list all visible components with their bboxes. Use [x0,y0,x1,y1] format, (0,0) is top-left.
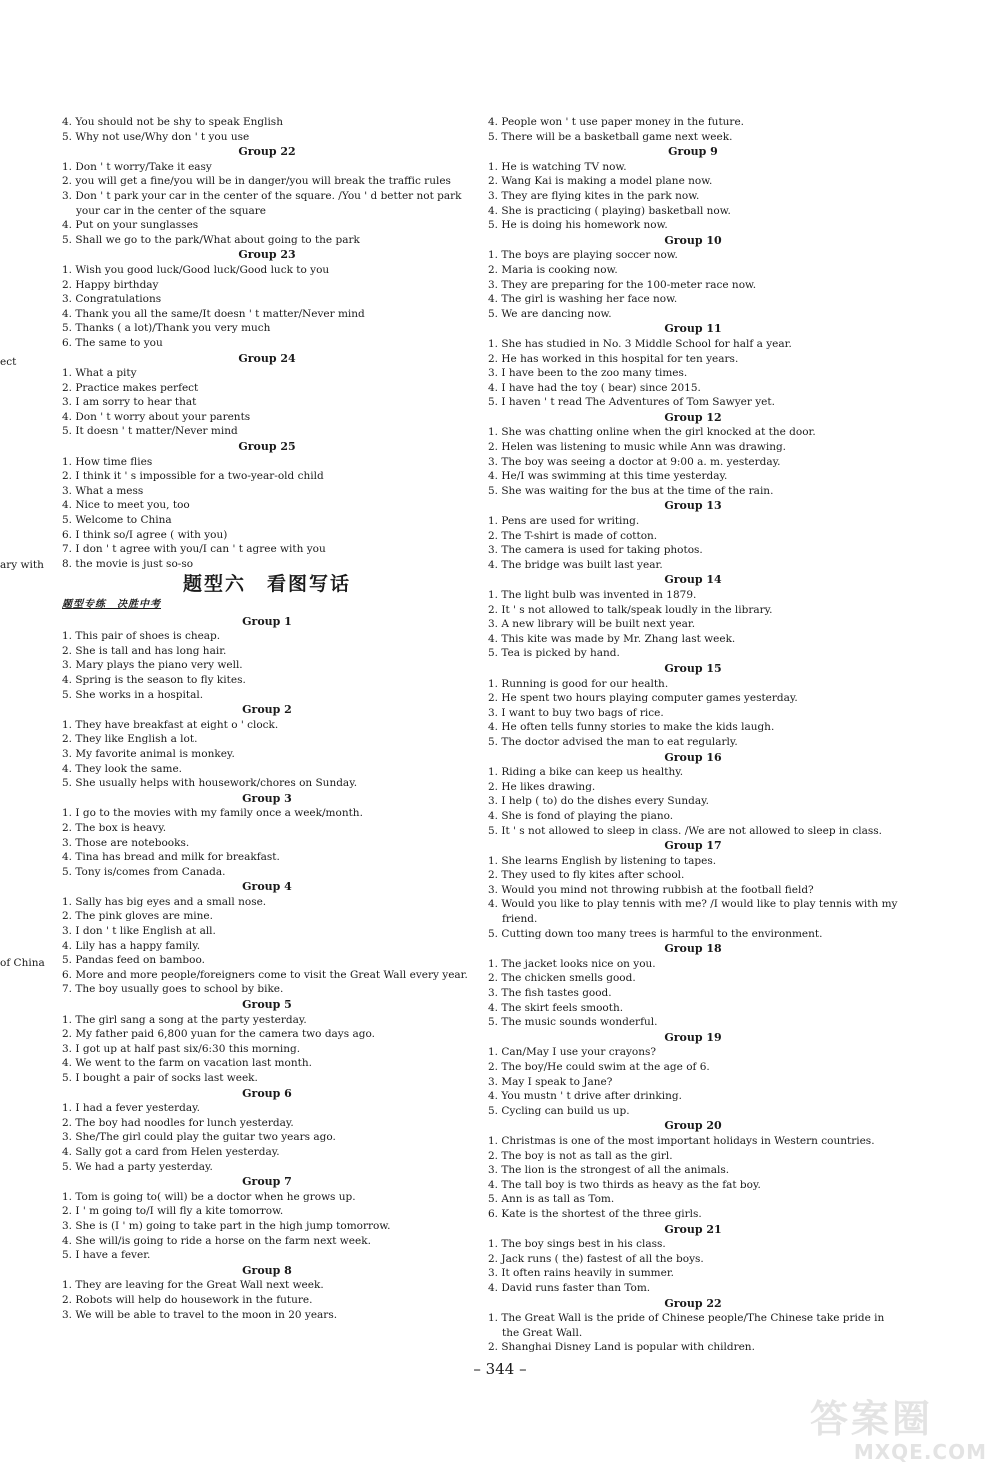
answer-line: 5. We are dancing now. [488,307,612,320]
answer-line: 6. More and more people/foreigners come to visit the Great Wall every year. [62,968,468,981]
answer-line: 5. I bought a pair of socks last week. [62,1072,258,1084]
answer-line: 3. It often rains heavily in summer. [488,1267,675,1280]
watermark-logo [810,1398,995,1468]
section-subtitle: 题型专练 决胜中考 [62,599,161,610]
answer-line: 7. I don ' t agree with you/I can ' t agree with you [62,543,326,556]
group-heading: Group 19 [664,1030,722,1044]
margin-fragment: of China [0,957,45,969]
answer-line: 3. My favorite animal is monkey. [62,747,235,760]
answer-line: 5. Welcome to China [62,514,172,527]
margin-fragment: ect [0,356,17,368]
answer-line: 2. The boy is not as tall as the girl. [488,1149,673,1162]
answer-line: 4. She is practicing ( playing) basketball now. [488,204,731,217]
group-heading: Group 5 [242,998,292,1012]
answer-line: 4. The bridge was built last year. [488,558,663,571]
answer-line: 2. Practice makes perfect [62,381,199,394]
answer-line: 3. The lion is the strongest of all the animals. [488,1164,730,1177]
answer-line: 4. The skirt feels smooth. [488,1001,624,1014]
watermark-text: 答案圈 [810,1397,934,1441]
answer-line: 5. Cycling can build us up. [488,1104,630,1117]
section-title: 题型六 看图写话 [182,573,351,596]
group-heading: Group 6 [242,1086,292,1100]
right-column [488,115,898,1355]
answer-line: 3. I want to buy two bags of rice. [488,706,664,719]
answer-line: 4. You mustn ' t drive after drinking. [488,1090,682,1103]
answer-line: 3. They are flying kites in the park now. [488,189,700,202]
group-heading: Group 15 [664,661,722,675]
answer-line: 4. The girl is washing her face now. [488,293,678,306]
answer-line: 3. Mary plays the piano very well. [62,659,243,672]
answer-line: 3. I help ( to) do the dishes every Sunday. [488,795,709,808]
group-heading: Group 1 [242,614,292,628]
answer-line: 5. It doesn ' t matter/Never mind [62,425,238,438]
answer-line: 3. I got up at half past six/6:30 this morning. [62,1042,301,1055]
group-heading: Group 22 [238,145,296,159]
answer-line: 5. I haven ' t read The Adventures of Tom Sawyer yet. [488,396,775,409]
answer-line: 4. Thank you all the same/It doesn ' t matter/Never mind [62,307,365,320]
answer-line: 5. She works in a hospital. [62,688,204,701]
answer-line: 6. The same to you [62,336,163,349]
answer-line: 4. He/I was swimming at this time yesterday. [488,470,728,483]
answer-line: 4. She will/is going to ride a horse on the farm next week. [62,1234,371,1247]
answer-line: 5. Tea is picked by hand. [488,647,620,660]
group-heading: Group 2 [242,703,292,717]
answer-line: 2. My father paid 6,800 yuan for the camera two days ago. [62,1028,375,1041]
answer-line: 4. People won ' t use paper money in the future. [488,116,744,128]
answer-line: 5. Shall we go to the park/What about going to the park [62,233,360,246]
answer-line: 1. How time flies [62,455,153,468]
answer-line: 1. Wish you good luck/Good luck/Good luck to you [62,263,330,276]
answer-line: 2. He has worked in this hospital for ten years. [488,352,739,365]
answer-line: 3. Don ' t park your car in the center of the square. /You ' d better not park your car in the center of the square [62,189,462,217]
group-heading: Group 13 [664,499,722,513]
answer-line: 5. Why not use/Why don ' t you use [62,130,250,143]
group-heading: Group 24 [238,351,296,365]
answer-line: 2. The T-shirt is made of cotton. [488,529,658,542]
answer-line: 4. He often tells funny stories to make the kids laugh. [488,721,775,734]
answer-line: 3. I am sorry to hear that [62,396,197,409]
answer-line: 1. I go to the movies with my family once a week/month. [62,807,363,820]
answer-line: 5. He is doing his homework now. [488,219,668,232]
answer-line: 1. He is watching TV now. [488,160,627,173]
answer-line: 6. Kate is the shortest of the three girls. [488,1207,702,1220]
group-heading: Group 23 [238,248,296,262]
answer-line: 3. What a mess [62,484,144,497]
answer-line: 2. Robots will help do housework in the future. [62,1293,313,1306]
group-heading: Group 3 [242,791,292,805]
answer-line: 3. I don ' t like English at all. [62,925,216,938]
answer-line: 2. They used to fly kites after school. [488,869,685,882]
group-heading: Group 12 [664,410,722,424]
page-number: – 344 – [473,1360,527,1378]
answer-line: 4. She is fond of playing the piano. [488,809,674,822]
answer-line: 1. The light bulb was invented in 1879. [488,589,697,601]
answer-line: 1. Riding a bike can keep us healthy. [488,766,684,779]
answer-line: 1. She has studied in No. 3 Middle School for half a year. [488,337,792,350]
answer-line: 3. The fish tastes good. [488,987,612,1000]
answer-line: 2. Wang Kai is making a model plane now. [488,175,713,188]
left-column [62,115,472,1322]
group-heading: Group 14 [664,573,722,587]
answer-line: 1. Running is good for our health. [488,677,669,690]
answer-line: 6. I think so/I agree ( with you) [62,528,228,541]
answer-line: 4. Nice to meet you, too [62,499,190,512]
answer-line: 2. The box is heavy. [62,821,167,834]
answer-line: 5. Thanks ( a lot)/Thank you very much [62,322,271,335]
answer-line: 1. Can/May I use your crayons? [488,1046,656,1059]
answer-line: 5. We had a party yesterday. [62,1160,213,1173]
answer-line: 2. The boy/He could swim at the age of 6. [488,1061,710,1073]
group-heading: Group 25 [238,440,296,454]
answer-line: 4. I have had the toy ( bear) since 2015. [488,381,701,394]
answer-line: 2. Maria is cooking now. [488,263,618,276]
answer-line: 1. They are leaving for the Great Wall next week. [62,1279,324,1292]
answer-line: 3. A new library will be built next year. [488,618,696,631]
answer-line: 5. There will be a basketball game next week. [488,130,733,143]
answer-line: 2. He likes drawing. [488,780,596,793]
answer-line: 5. Cutting down too many trees is harmful to the environment. [488,927,823,940]
group-heading: Group 7 [242,1175,292,1189]
answer-line: 4. Would you like to play tennis with me? /I would like to play tennis with my friend. [488,898,898,926]
answer-line: 5. Pandas feed on bamboo. [62,954,205,967]
answer-line: 2. The pink gloves are mine. [62,910,213,923]
answer-line: 2. I think it ' s impossible for a two-year-old child [62,470,324,483]
answer-line: 4. We went to the farm on vacation last month. [62,1057,312,1070]
answer-line: 3. I have been to the zoo many times. [488,367,688,380]
answer-line: 2. The boy had noodles for lunch yesterday. [62,1116,294,1129]
answer-line: 2. Helen was listening to music while Ann was drawing. [488,441,787,454]
answer-line: 5. I have a fever. [62,1249,151,1262]
answer-line: 4. The tall boy is two thirds as heavy as the fat boy. [488,1178,761,1191]
answer-line: 2. It ' s not allowed to talk/speak loudly in the library. [488,603,773,616]
answer-line: 1. Sally has big eyes and a small nose. [62,895,267,908]
answer-line: 4. Spring is the season to fly kites. [62,673,246,686]
answer-line: 7. The boy usually goes to school by bike. [62,983,284,996]
answer-line: 5. The doctor advised the man to eat regularly. [488,735,738,748]
group-heading: Group 16 [664,750,722,764]
answer-line: 2. She is tall and has long hair. [62,644,227,657]
answer-line: 3. They are preparing for the 100-meter race now. [488,278,757,291]
margin-fragment: ary with [0,559,44,571]
answer-line: 4. David runs faster than Tom. [488,1281,651,1294]
answer-line: 1. The Great Wall is the pride of Chinese people/The Chinese take pride in the Great Wall. [488,1312,885,1339]
answer-line: 1. She learns English by listening to tapes. [488,854,717,867]
watermark-url: MXQE.COM [853,1440,987,1464]
answer-line: 4. Lily has a happy family. [62,939,201,952]
answer-line: 1. Don ' t worry/Take it easy [62,160,212,173]
answer-line: 5. It ' s not allowed to sleep in class. /We are not allowed to sleep in class. [488,824,882,837]
group-heading: Group 9 [668,145,718,159]
answer-line: 4. Put on your sunglasses [62,219,199,232]
answer-line: 4. This kite was made by Mr. Zhang last week. [488,632,736,645]
answer-line: 4. Don ' t worry about your parents [62,410,251,423]
answer-line: 2. The chicken smells good. [488,972,636,985]
answer-line: 3. May I speak to Jane? [488,1075,613,1088]
answer-line: 3. The camera is used for taking photos. [488,544,703,557]
group-heading: Group 20 [664,1119,722,1133]
answer-line: 2. He spent two hours playing computer games yesterday. [488,692,798,705]
group-heading: Group 18 [664,942,722,956]
group-heading: Group 10 [664,233,722,247]
group-heading: Group 8 [242,1263,292,1277]
answer-line: 5. She usually helps with housework/chores on Sunday. [62,777,358,790]
answer-line: 2. I ' m going to/I will fly a kite tomorrow. [62,1205,284,1218]
answer-line: 3. Would you mind not throwing rubbish at the football field? [488,883,814,896]
answer-line: 1. The girl sang a song at the party yesterday. [62,1013,307,1026]
answer-line: 2. you will get a fine/you will be in danger/you will break the traffic rules [62,175,451,188]
group-heading: Group 21 [664,1222,722,1236]
answer-line: 3. The boy was seeing a doctor at 9:00 a. m. yesterday. [488,455,781,468]
answer-line: 3. We will be able to travel to the moon in 20 years. [62,1308,338,1321]
answer-line: 8. the movie is just so-so [62,557,194,570]
group-heading: Group 4 [242,880,292,894]
answer-line: 1. Christmas is one of the most important holidays in Western countries. [488,1134,875,1147]
answer-line: 2. Happy birthday [62,278,159,291]
answer-line: 5. The music sounds wonderful. [488,1016,658,1029]
answer-line: 3. Those are notebooks. [62,836,190,849]
answer-line: 1. Pens are used for writing. [488,515,640,528]
group-heading: Group 17 [664,839,722,853]
answer-line: 1. They have breakfast at eight o ' clock. [62,718,279,731]
answer-line: 1. This pair of shoes is cheap. [62,630,221,643]
answer-line: 4. You should not be shy to speak English [62,116,283,128]
answer-line: 1. The jacket looks nice on you. [488,957,656,970]
group-heading: Group 11 [664,322,722,336]
answer-line: 5. Tony is/comes from Canada. [62,865,226,878]
answer-line: 2. Jack runs ( the) fastest of all the boys. [488,1252,704,1265]
answer-line: 1. She was chatting online when the girl knocked at the door. [488,426,816,439]
answer-line: 1. What a pity [62,367,137,380]
answer-line: 5. Ann is as tall as Tom. [488,1193,615,1206]
group-heading: Group 22 [664,1296,722,1310]
answer-line: 1. Tom is going to( will) be a doctor when he grows up. [62,1190,356,1203]
answer-line: 1. The boy sings best in his class. [488,1238,666,1251]
answer-line: 2. Shanghai Disney Land is popular with children. [488,1341,755,1354]
answer-line: 2. They like English a lot. [62,733,198,746]
answer-line: 4. Tina has bread and milk for breakfast. [62,851,280,864]
answer-line: 1. The boys are playing soccer now. [488,249,678,262]
answer-line: 3. She is (I ' m) going to take part in the high jump tomorrow. [62,1219,391,1232]
answer-line: 5. She was waiting for the bus at the time of the rain. [488,484,774,497]
answer-line: 1. I had a fever yesterday. [62,1102,200,1115]
answer-line: 3. Congratulations [62,293,162,306]
answer-line: 3. She/The girl could play the guitar two years ago. [62,1131,336,1144]
answer-line: 4. They look the same. [62,762,182,775]
answer-line: 4. Sally got a card from Helen yesterday. [62,1145,280,1158]
